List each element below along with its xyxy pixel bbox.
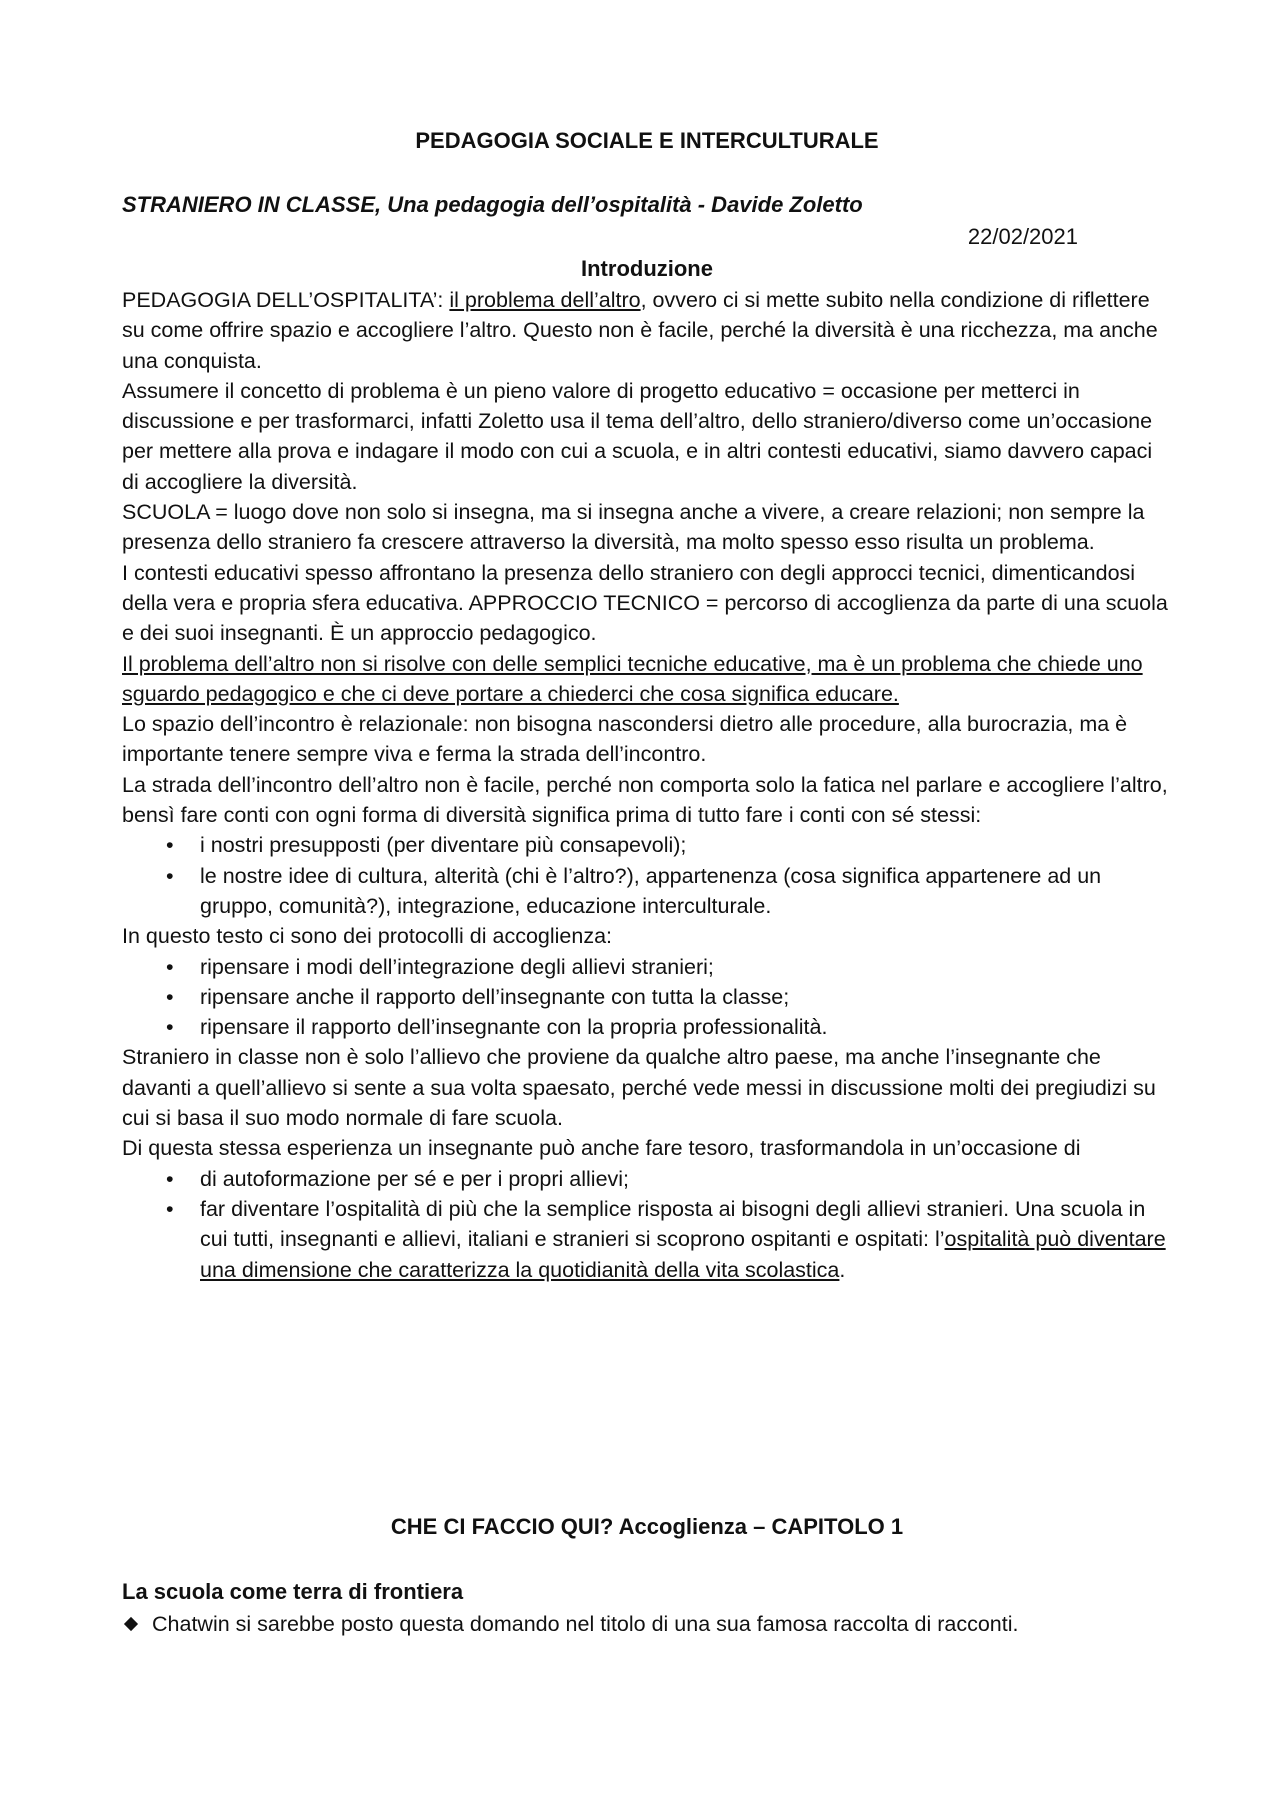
paragraph-contesti: I contesti educativi spesso affrontano la presenza dello straniero con degli approcci tecnici, dimenticandosi della vera e propria sfera educativa. APPROCCIO TECNICO = percorso di accoglienza da parte di una scuola e dei suoi insegnanti. È un approccio pedagogico. xyxy=(122,560,1168,646)
bullet-list-occasione xyxy=(122,1164,1172,1285)
paragraph-label: PEDAGOGIA DELL’OSPITALITA’: xyxy=(122,288,450,312)
intro-body xyxy=(122,285,1172,1285)
paragraph-protocolli: In questo testo ci sono dei protocolli di accoglienza: xyxy=(122,924,613,949)
book-subtitle: STRANIERO IN CLASSE, Una pedagogia dell’ospitalità - Davide Zoletto xyxy=(122,192,863,217)
paragraph-scuola: SCUOLA = luogo dove non solo si insegna, ma si insegna anche a vivere, a creare relazioni; non sempre la presenza dello straniero fa crescere attraverso la diversità, ma molto spesso esso risulta un problema. xyxy=(122,500,1145,555)
intro-heading: Introduzione xyxy=(581,256,713,281)
bullet-icon: • xyxy=(166,1015,174,1040)
list-item xyxy=(122,982,1172,1012)
list-item xyxy=(122,952,1172,982)
list-item-text: ripensare il rapporto dell’insegnante con la propria professionalità. xyxy=(200,1015,828,1040)
chapter-heading: CHE CI FACCIO QUI? Accoglienza – CAPITOLO 1 xyxy=(390,1514,904,1539)
list-item xyxy=(122,861,1172,922)
document-title: PEDAGOGIA SOCIALE E INTERCULTURALE xyxy=(415,128,879,153)
bullet-icon: • xyxy=(166,1166,174,1191)
list-item xyxy=(122,830,1172,860)
bullet-list-protocolli xyxy=(122,952,1172,1043)
list-item-text: le nostre idee di cultura, alterità (chi è l’altro?), appartenenza (cosa significa appartenere ad un gruppo, comunità?), integrazione, educazione interculturale. xyxy=(200,863,1102,918)
list-item-text: Chatwin si sarebbe posto questa domando nel titolo di una sua famosa raccolta di racconti. xyxy=(152,1612,1019,1636)
underlined-phrase: il problema dell’altro xyxy=(449,288,641,312)
paragraph-spazio: Lo spazio dell’incontro è relazionale: non bisogna nascondersi dietro alle procedure, alla burocrazia, ma è importante tenere sempre viva e ferma la strada dell’incontro. xyxy=(122,712,1128,767)
document-date: 22/02/2021 xyxy=(967,224,1078,249)
list-item-text: ripensare anche il rapporto dell’insegnante con tutta la classe; xyxy=(200,984,790,1009)
bullet-list-stessi xyxy=(122,830,1172,921)
section-heading: La scuola come terra di frontiera xyxy=(122,1579,464,1604)
bullet-icon: • xyxy=(166,984,174,1009)
list-item xyxy=(122,1164,1172,1194)
diamond-bullet-icon xyxy=(124,1617,138,1631)
bullet-icon: • xyxy=(166,1196,174,1221)
paragraph-problema: Assumere il concetto di problema è un pieno valore di progetto educativo = occasione per metterci in discussione e per trasformarci, infatti Zoletto usa il tema dell’altro, dello straniero/diverso come un’occasione per mettere alla prova e indagare il modo con cui a scuola, e in altri contesti educativi, siamo davvero capaci di accogliere la diversità. xyxy=(122,378,1153,494)
list-item xyxy=(122,1194,1172,1285)
paragraph-ospitalita xyxy=(122,285,1172,376)
bullet-icon: • xyxy=(166,833,174,858)
list-item-text: i nostri presupposti (per diventare più consapevoli); xyxy=(200,833,687,858)
list-item-text: di autoformazione per sé e per i propri allievi; xyxy=(200,1166,630,1191)
list-item-text: ripensare i modi dell’integrazione degli allievi stranieri; xyxy=(200,954,714,979)
paragraph-strada: La strada dell’incontro dell’altro non è facile, perché non comporta solo la fatica nel parlare e accogliere l’altro, bensì fare conti con ogni forma di diversità significa prima di tutto fare i conti con sé stessi: xyxy=(122,772,1168,828)
paragraph-text: , ovvero ci si mette subito nella condizione di riflettere su come offrire spazio e accogliere l’altro. Questo non è facile, perché la diversità è una ricchezza, ma anche una conquista. xyxy=(122,288,1158,373)
underlined-phrase: Il problema dell’altro non si risolve con delle semplici tecniche educative, ma è un problema che chiede uno sguardo pedagogico e che ci deve portare a chiederci che cosa significa educare. xyxy=(122,651,1143,706)
diamond-list-item xyxy=(122,1609,1172,1639)
paragraph-underlined xyxy=(122,649,1172,710)
paragraph-straniero: Straniero in classe non è solo l’allievo che proviene da qualche altro paese, ma anche l’insegnante che davanti a quell’allievo si sente a sua volta spaesato, perché vede messi in discussione molti dei pregiudizi su cui si basa il suo modo normale di fare scuola. xyxy=(122,1045,1156,1131)
list-item-end: . xyxy=(839,1257,846,1282)
bullet-icon: • xyxy=(166,863,174,888)
list-item-text: far diventare l’ospitalità di più che la semplice risposta ai bisogni degli allievi stranieri. Una scuola in cui tutti, insegnanti e allievi, italiani e stranieri si scoprono ospitanti e ospitati: l’ xyxy=(200,1196,1146,1252)
underlined-phrase: ospitalità può diventare una dimensione che caratterizza la quotidianità della vita scolastica xyxy=(200,1227,1166,1282)
bullet-icon: • xyxy=(166,954,174,979)
list-item xyxy=(122,1012,1172,1042)
paragraph-tesoro: Di questa stessa esperienza un insegnante può anche fare tesoro, trasformandola in un’occasione di xyxy=(122,1136,1081,1161)
